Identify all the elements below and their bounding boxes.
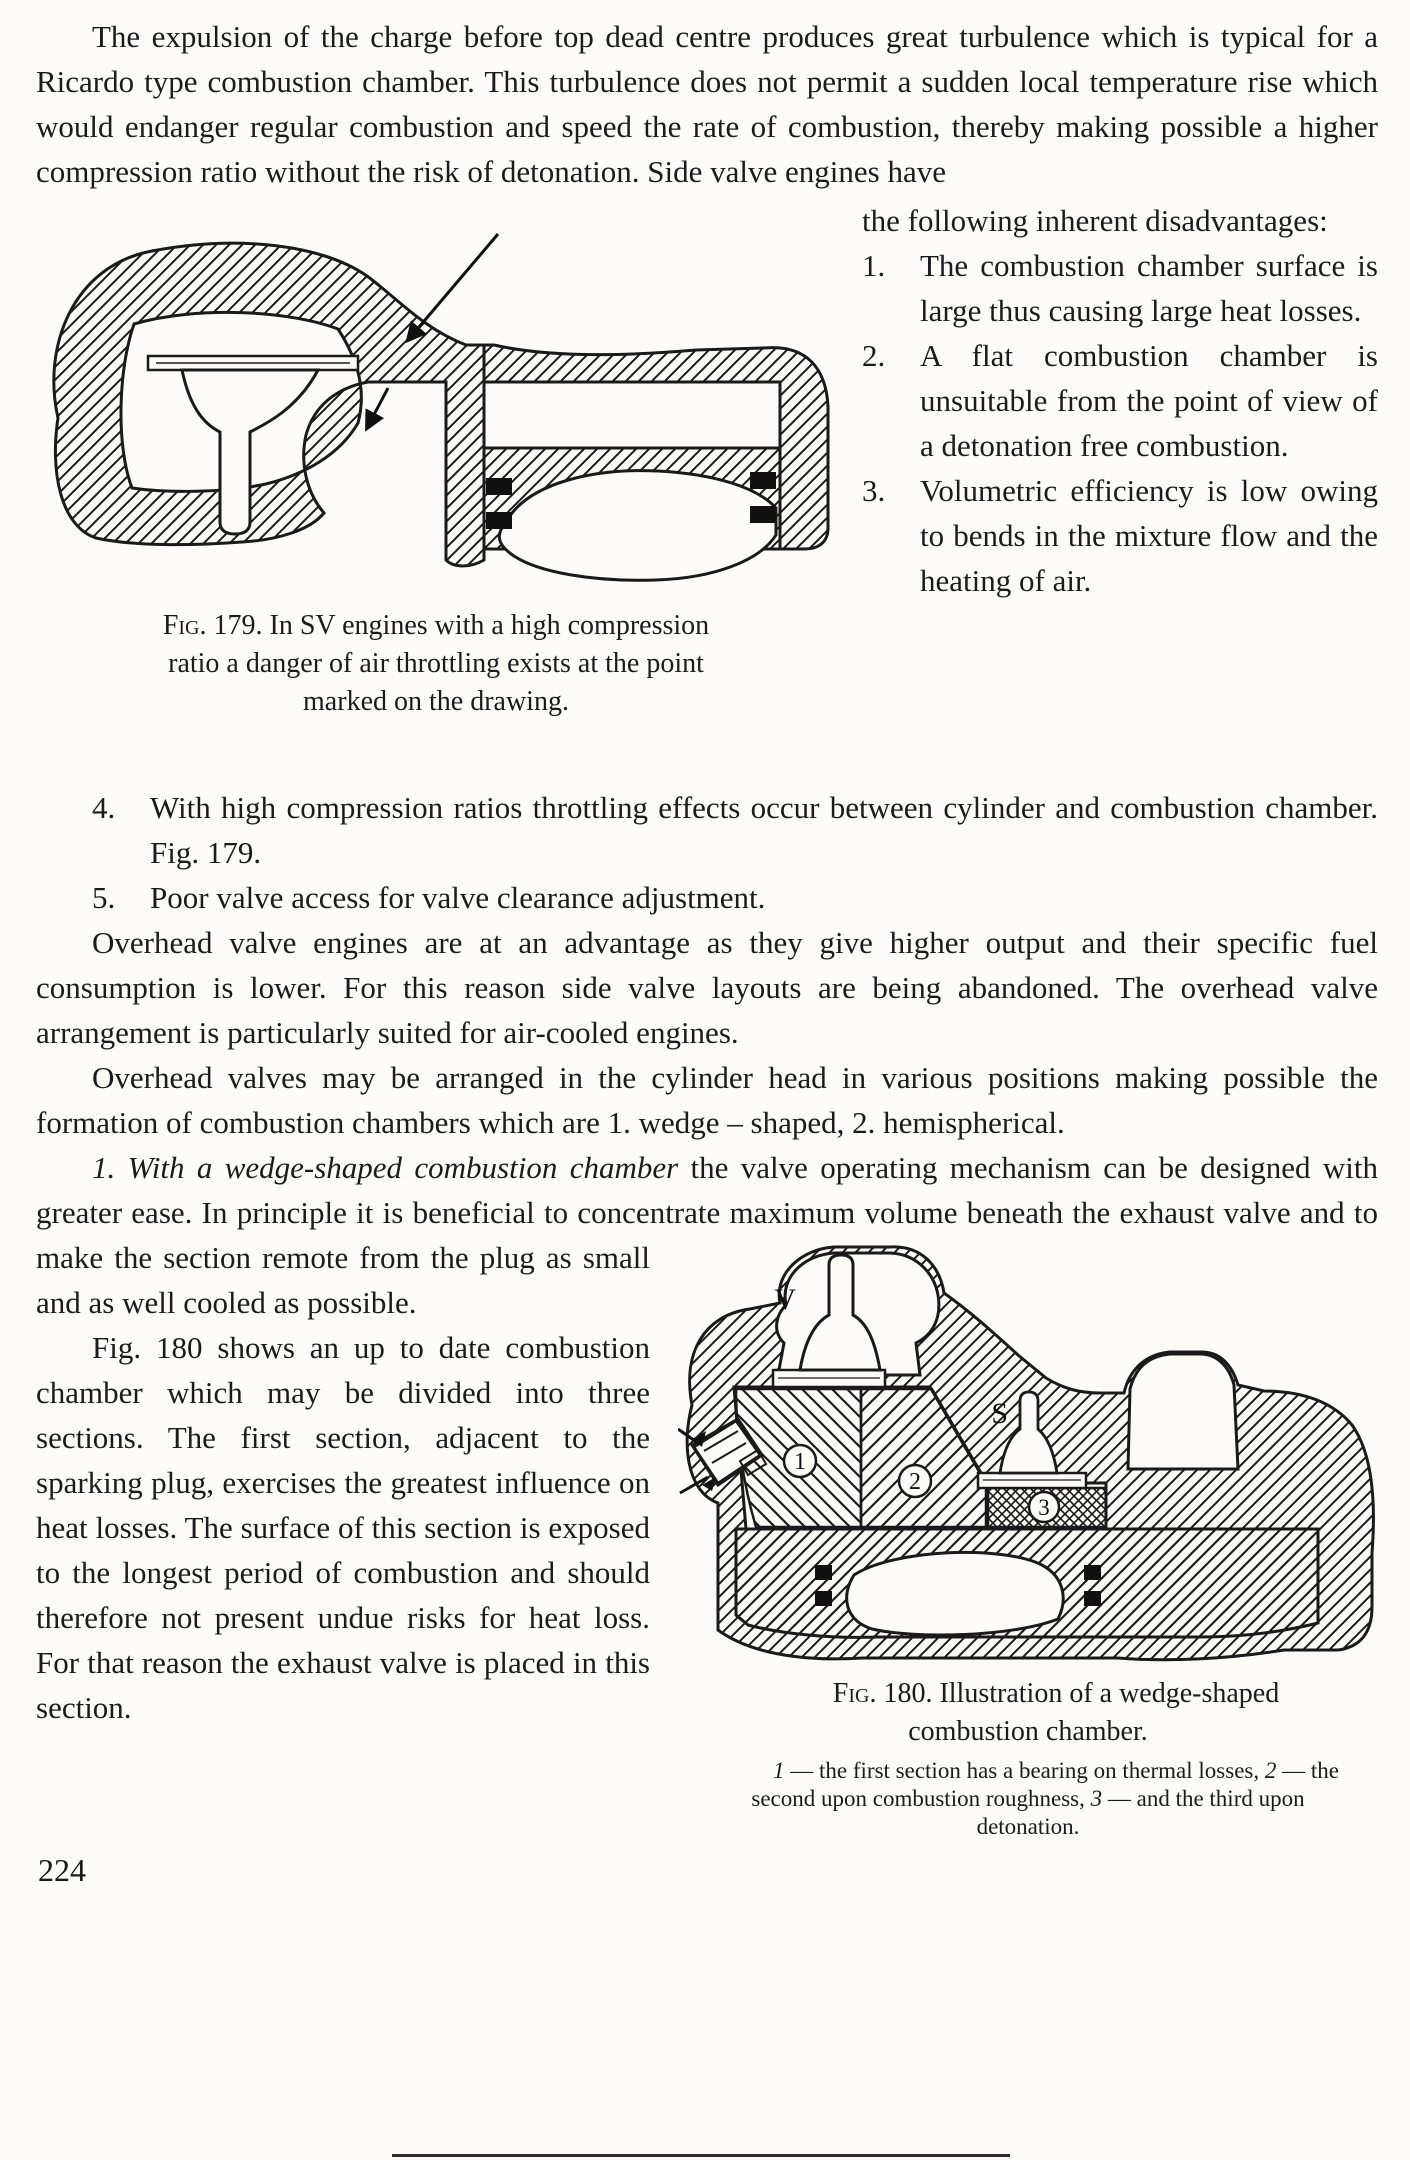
figure-180 [678, 1235, 1378, 1841]
wedge-continuation: remote from the plug as small and as well cooled as possible. [36, 1240, 651, 1320]
disadvantages-intro: the following inherent disadvantages: [862, 203, 1328, 238]
fig179-caption-label: Fig. 179. [162, 610, 263, 641]
list-item [92, 875, 1378, 920]
list-item-number: 1. [862, 248, 886, 283]
list-item-text: The combustion chamber surface is large thus causing large heat losses. [920, 248, 1378, 328]
scan-edge-line [392, 2154, 1010, 2157]
paragraph-overhead-advantage: Overhead valve engines are at an advantage as they give higher output and their specific fuel consumption is lower. For this reason side valve layouts are being abandoned. The overhead valve arrangement is particularly suited for air-cooled engines. [36, 925, 1378, 1050]
fig180-caption [718, 1675, 1338, 1751]
fig180-label-sec1: 1 [794, 1449, 806, 1475]
fig179-ring [486, 478, 512, 495]
fig180-label-s: S [991, 1397, 1008, 1430]
list-item-number: 2. [862, 338, 886, 373]
fig180-label-v: V [774, 1283, 796, 1316]
wedge-rest: the valve operating mechanism can be designed with greater ease. In principle it is beneficial to concentrate maximum volume beneath the exhaust valve and to make the section [36, 1150, 1378, 1275]
fig180-drawing [678, 1235, 1378, 1665]
list-item [862, 333, 1378, 468]
list-item [862, 243, 1378, 333]
list-item-number: 4. [92, 790, 116, 825]
figure-179 [36, 230, 836, 721]
fig180-ring [815, 1591, 832, 1606]
list-item-number: 5. [92, 880, 116, 915]
legend-number: 1 [773, 1758, 785, 1783]
wedge-lead-italic: 1. With a wedge-shaped combustion chamber [92, 1150, 679, 1185]
fig179-drawing [36, 230, 836, 595]
fig179-throttle-arrow [408, 234, 498, 340]
paragraph-overhead-positions: Overhead valves may be arranged in the cylinder head in various positions making possible the formation of combustion chambers which are 1. wedge – shaped, 2. hemispherical. [36, 1060, 1378, 1140]
fig180-valve-v [800, 1255, 880, 1370]
fig180-label-sec3: 3 [1038, 1495, 1050, 1520]
fig180-ring [1084, 1565, 1101, 1580]
fig180-caption-label: Fig. 180. [832, 1678, 933, 1709]
fig180-ring [815, 1565, 832, 1580]
fig180-caption-text: Illustration of a wedge-shaped combustion chamber. [908, 1678, 1280, 1747]
fig179-ring [750, 472, 776, 489]
list-item [92, 785, 1378, 875]
fig180-label-sec2: 2 [909, 1469, 921, 1495]
list-item-text: With high compression ratios throttling effects occur between cylinder and combustion chamber. Fig. 179. [150, 790, 1378, 870]
fig179-caption [160, 607, 712, 721]
legend-number: 3 [1090, 1786, 1103, 1811]
intro-paragraph: The expulsion of the charge before top dead centre produces great turbulence which is typical for a Ricardo type combustion chamber. This turbulence does not permit a sudden local temperature rise which would endanger regular combustion and speed the rate of combustion, thereby making possible a higher compression ratio without the risk of detonation. Side valve engines have [36, 19, 1378, 189]
legend-text: — the second upon combustion roughness, [751, 1758, 1339, 1811]
list-item-text: A flat combustion chamber is unsuitable from the point of view of a detonation free combustion. [920, 338, 1378, 463]
fig179-ring [486, 512, 512, 529]
legend-text: — the first section has a bearing on thermal losses, [784, 1758, 1265, 1783]
fig179-caption-text: In SV engines with a high compression ratio a danger of air throttling exists at the point marked on the drawing. [168, 610, 710, 717]
fig179-throttle-arrow-tip [367, 388, 388, 428]
fig180-ring [1084, 1591, 1101, 1606]
fig180-piston-crown [847, 1552, 1064, 1635]
list-item [862, 468, 1378, 603]
fig180-legend [711, 1757, 1345, 1841]
legend-number: 2 [1264, 1758, 1277, 1783]
list-item-number: 3. [862, 473, 886, 508]
wide-list [36, 783, 1378, 920]
fig179-ring [750, 506, 776, 523]
list-item-text: Volumetric efficiency is low owing to bends in the mixture flow and the heating of air. [920, 473, 1378, 598]
paragraph-fig180-discussion: Fig. 180 shows an up to date combustion chamber which may be divided into three sections. The first section, adjacent to the sparking plug, exercises the greatest influence on heat losses. The surface of this section is exposed to the longest period of combustion and should therefore not present undue risks for heat loss. For that reason the exhaust valve is placed in this section. [36, 1330, 650, 1725]
list-item-text: Poor valve access for valve clearance adjustment. [150, 880, 766, 915]
page-number: 224 [38, 1852, 86, 1888]
legend-text: — and the third upon detonation. [976, 1786, 1305, 1839]
